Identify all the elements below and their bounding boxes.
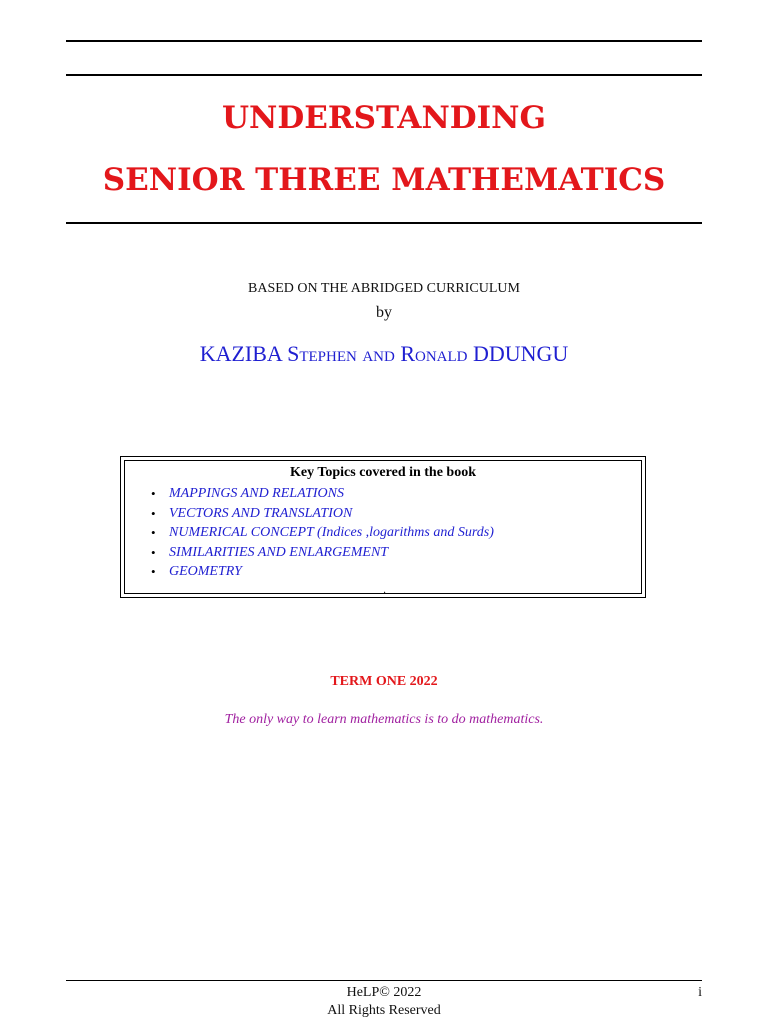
subtitle: BASED ON THE ABRIDGED CURRICULUM bbox=[248, 281, 520, 296]
authors-connector: and bbox=[362, 341, 395, 366]
authors bbox=[0, 341, 768, 367]
key-topics-heading: Key Topics covered in the book bbox=[289, 465, 477, 480]
list-item: • MAPPINGS AND RELATIONS bbox=[151, 484, 494, 504]
author1-surname: KAZIBA bbox=[199, 341, 282, 366]
bullet-icon: • bbox=[151, 486, 156, 501]
list-item: • GEOMETRY bbox=[151, 562, 494, 582]
bullet-icon: • bbox=[151, 505, 156, 521]
top-rule-2 bbox=[66, 74, 702, 76]
title-bottom-rule bbox=[66, 222, 702, 224]
key-topics-box bbox=[120, 456, 646, 598]
page-number: i bbox=[698, 985, 702, 1000]
term-label: TERM ONE 2022 bbox=[330, 674, 438, 689]
list-item: • SIMILARITIES AND ENLARGEMENT bbox=[151, 543, 494, 563]
list-item: • NUMERICAL CONCEPT (Indices ,logarithms and Surds) bbox=[151, 523, 494, 543]
author1-firstname: Stephen bbox=[287, 341, 357, 366]
quote: The only way to learn mathematics is to do mathematics. bbox=[224, 712, 544, 727]
footer-copyright: HeLP© 2022 bbox=[346, 985, 422, 1000]
title-line-2: SENIOR THREE MATHEMATICS bbox=[102, 162, 666, 198]
list-item: • VECTORS AND TRANSLATION bbox=[151, 504, 494, 524]
bullet-icon: • bbox=[151, 564, 156, 579]
by-label: by bbox=[376, 304, 392, 321]
title-line-1: UNDERSTANDING bbox=[222, 100, 546, 136]
trailing-dot: . bbox=[383, 585, 387, 596]
author2-surname: DDUNGU bbox=[472, 341, 569, 366]
top-rule-1 bbox=[66, 40, 702, 42]
author2-firstname: Ronald bbox=[400, 341, 468, 366]
key-topics-box-inner bbox=[124, 460, 642, 594]
footer-rule bbox=[66, 980, 702, 981]
footer-rights: All Rights Reserved bbox=[327, 1003, 441, 1018]
key-topics-list bbox=[151, 484, 494, 582]
bullet-icon: • bbox=[151, 544, 156, 560]
bullet-icon: • bbox=[151, 525, 156, 540]
